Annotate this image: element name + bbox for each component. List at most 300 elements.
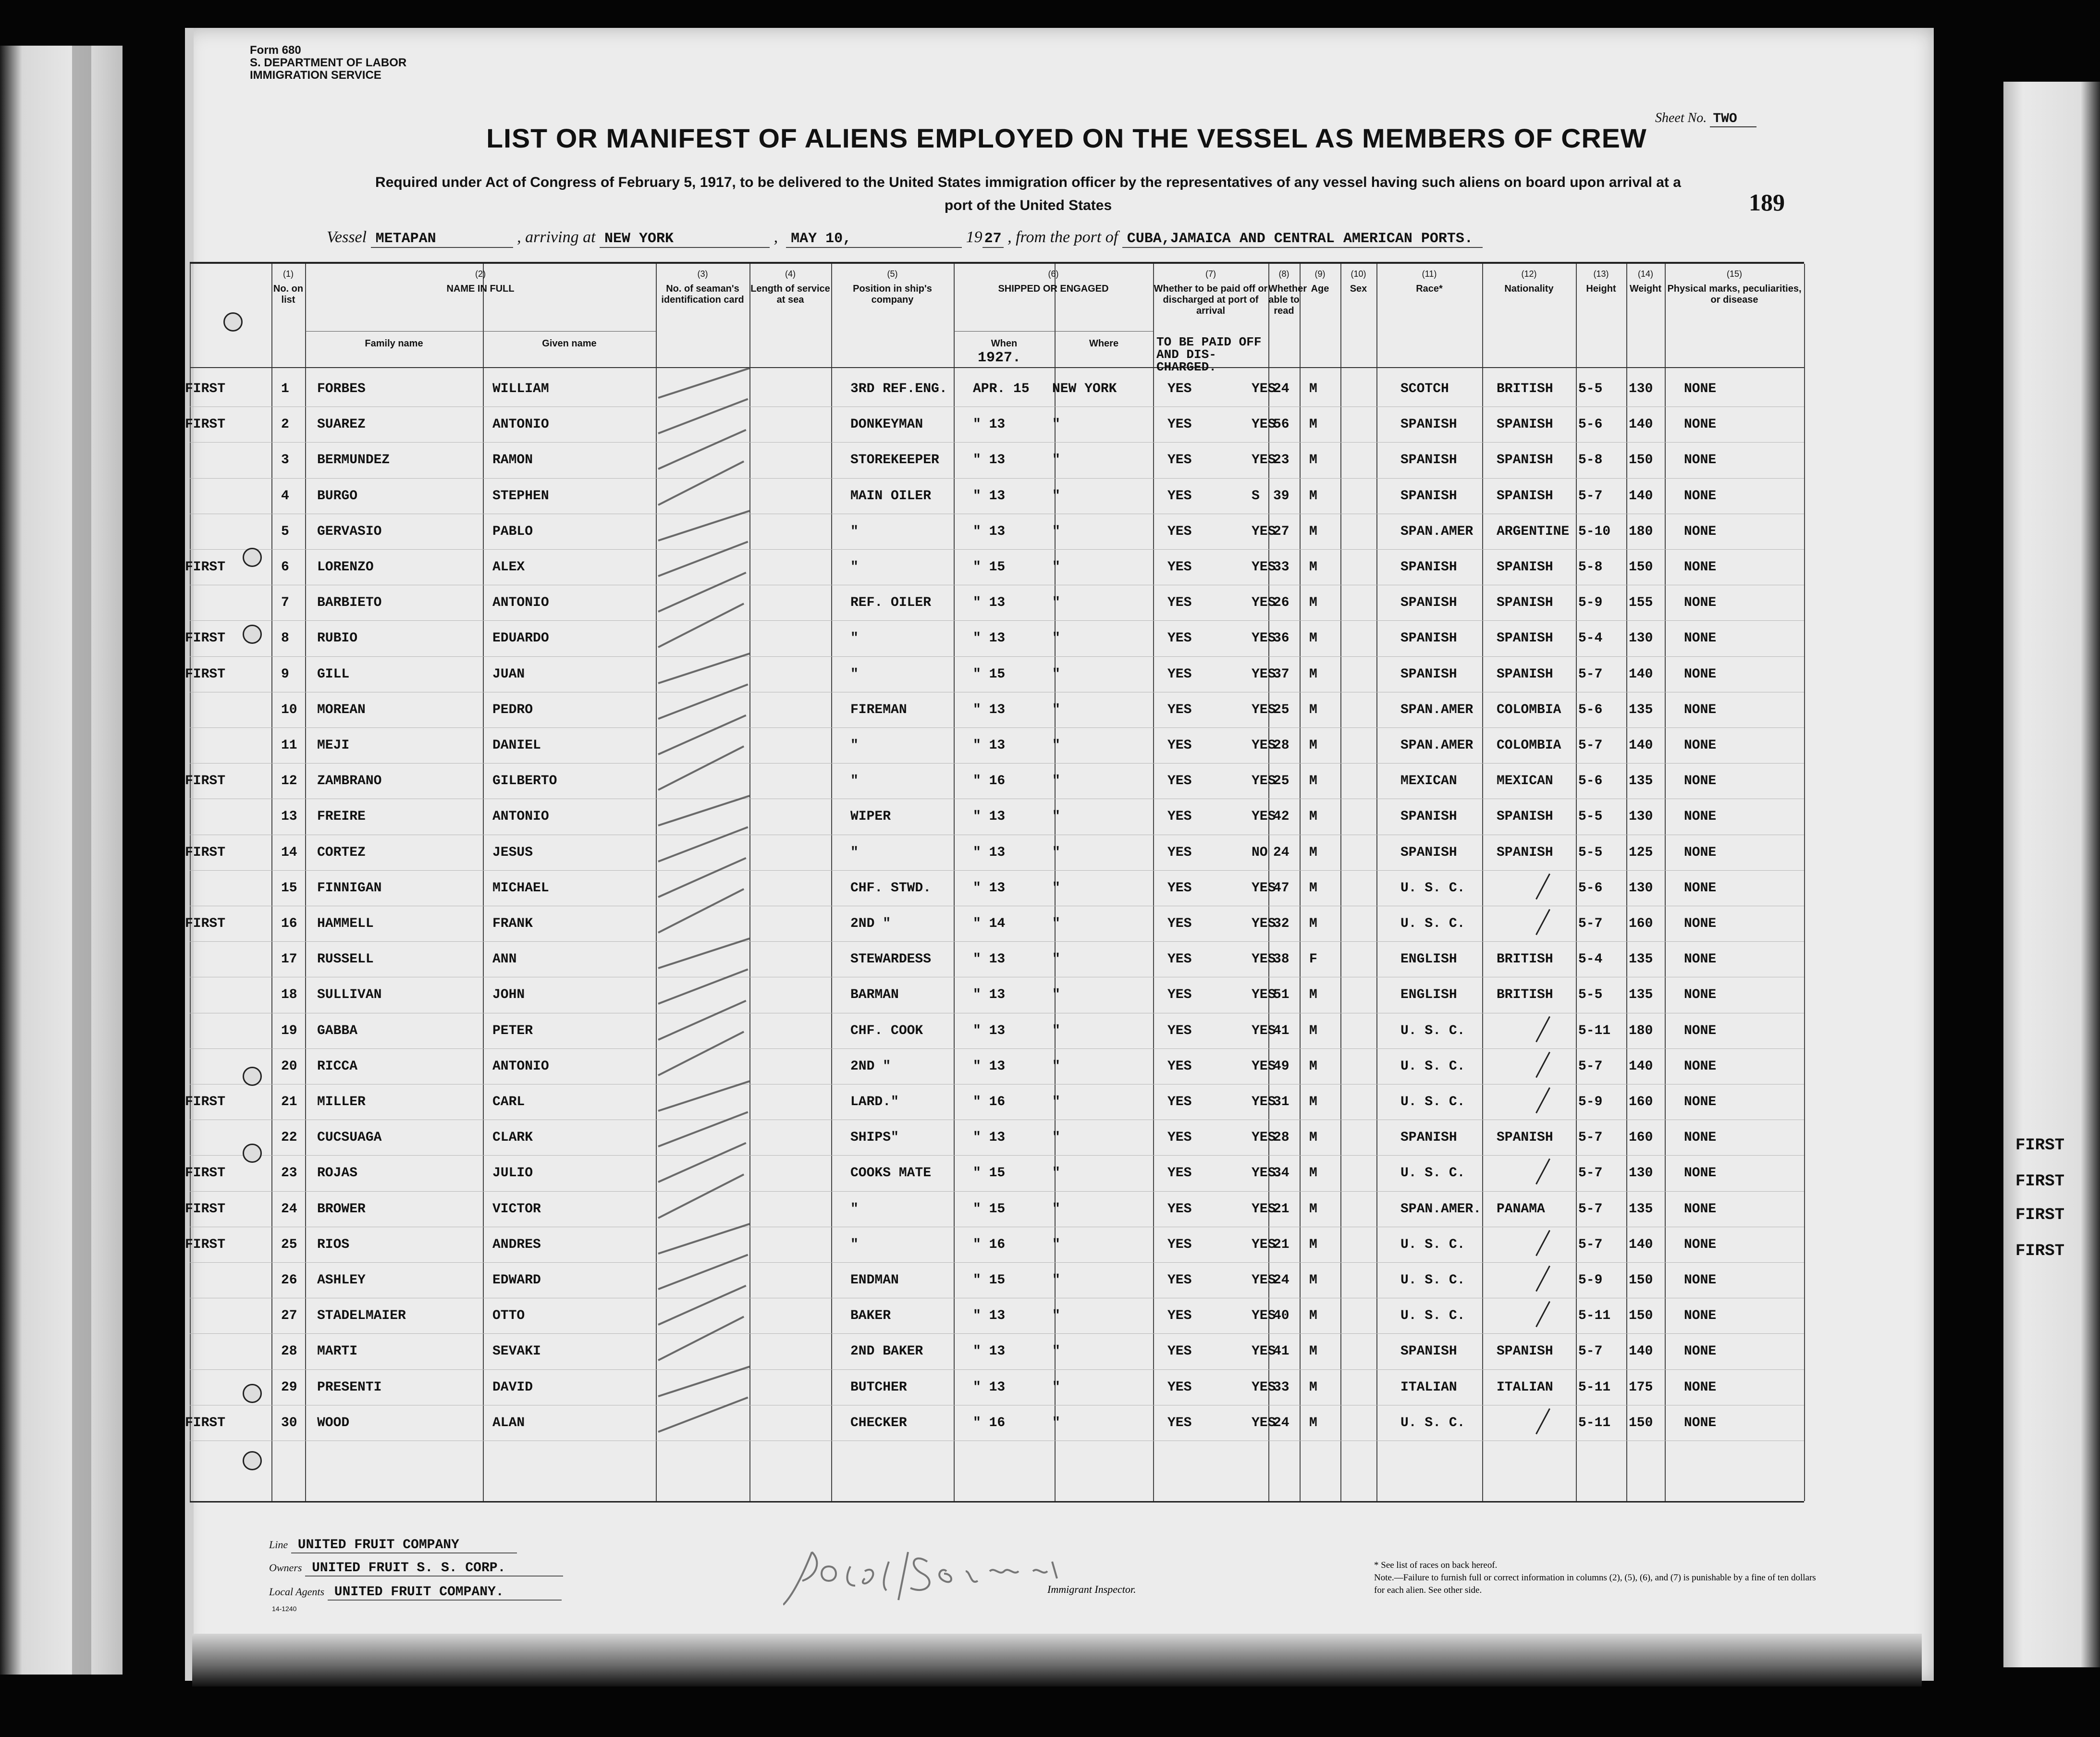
line-value: UNITED FRUIT COMPANY (291, 1538, 517, 1553)
cell-when: " 13 (973, 417, 1006, 432)
cell-mark: FIRST (185, 916, 226, 931)
cell-sex: M (1309, 916, 1317, 931)
cell-given: SEVAKI (492, 1344, 541, 1359)
cell-age: 38 (1273, 952, 1289, 967)
cell-paid: YES (1167, 631, 1192, 646)
cell-sex: M (1309, 417, 1317, 432)
cell-given: ANDRES (492, 1237, 541, 1252)
cell-height: 5-10 (1578, 524, 1611, 539)
subtitle-line-2: port of the United States (944, 197, 1112, 213)
sheet-number-label: Sheet No. (1655, 111, 1707, 125)
cell-marks: NONE (1684, 1380, 1717, 1395)
cell-nat: COLOMBIA (1497, 702, 1561, 717)
cell-marks: NONE (1684, 1059, 1717, 1074)
cell-family: MOREAN (317, 702, 366, 717)
binder-hole (243, 1384, 262, 1403)
table-row (190, 942, 1804, 978)
cell-when: " 13 (973, 845, 1006, 860)
column-header (1626, 269, 1665, 295)
cell-where: " (1052, 666, 1060, 682)
column-label: Whether to be paid off or discharged at port of arrival (1154, 283, 1268, 316)
cell-nat: BRITISH (1497, 987, 1553, 1003)
cell-no: 5 (281, 524, 289, 539)
binder-hole (243, 1067, 262, 1086)
column-header (1153, 269, 1268, 317)
cell-marks: NONE (1684, 631, 1717, 646)
pencil-tick (1535, 1230, 1550, 1256)
cell-weight: 140 (1629, 738, 1653, 753)
column-header (1576, 269, 1626, 295)
cell-nat: SPANISH (1497, 1344, 1553, 1359)
cell-sex: M (1309, 560, 1317, 575)
check-mark (658, 510, 749, 542)
cell-weight: 130 (1629, 631, 1653, 646)
cell-race: SPANISH (1400, 488, 1457, 504)
cell-no: 22 (281, 1130, 297, 1146)
cell-height: 5-7 (1578, 738, 1603, 753)
column-number: (5) (887, 269, 898, 279)
cell-given: STEPHEN (492, 488, 549, 504)
cell-where: " (1052, 1237, 1060, 1252)
cell-when: " 15 (973, 666, 1006, 682)
cell-no: 30 (281, 1415, 297, 1430)
cell-read: NO (1252, 845, 1268, 860)
cell-when: " 13 (973, 453, 1006, 468)
check-mark (658, 795, 749, 827)
table-row (185, 907, 1804, 942)
cell-no: 16 (281, 916, 297, 931)
cell-position: CHF. COOK (850, 1023, 923, 1038)
adjacent-first-mark: FIRST (2015, 1206, 2065, 1224)
cell-given: GILBERTO (492, 774, 557, 789)
cell-height: 5-4 (1578, 631, 1603, 646)
cell-height: 5-11 (1578, 1380, 1611, 1395)
stamped-page-number: 189 (1749, 189, 1785, 216)
column-label: Family name (365, 338, 423, 349)
cell-where: " (1052, 809, 1060, 825)
cell-sex: M (1309, 666, 1317, 682)
subtitle-line-1: Required under Act of Congress of February 5, 1917, to be delivered to the United States immigration officer by the representatives of any vessel having such aliens on board upon arrival at a (375, 174, 1681, 190)
cell-position: " (850, 560, 859, 575)
cell-paid: YES (1167, 1130, 1192, 1146)
cell-height: 5-7 (1578, 916, 1603, 931)
cell-read: YES (1252, 702, 1276, 717)
cell-position: 2ND " (850, 916, 891, 931)
cell-race: SPAN.AMER (1400, 702, 1474, 717)
cell-paid: YES (1167, 774, 1192, 789)
cell-read: YES (1252, 1380, 1276, 1395)
table-row (185, 836, 1804, 871)
cell-race: ENGLISH (1400, 987, 1457, 1003)
column-header (305, 269, 656, 295)
cell-weight: 150 (1629, 453, 1653, 468)
cell-sex: M (1309, 382, 1317, 396)
cell-nat: SPANISH (1497, 666, 1553, 682)
cell-mark: FIRST (185, 631, 226, 646)
cell-when: " 13 (973, 880, 1006, 896)
cell-no: 29 (281, 1380, 297, 1395)
cell-given: ANN (492, 952, 517, 967)
cell-sex: M (1309, 1130, 1317, 1146)
form-number (250, 44, 406, 82)
column-label: Where (1089, 338, 1119, 349)
cell-given: EDWARD (492, 1273, 541, 1288)
cell-position: " (850, 631, 859, 646)
cell-height: 5-7 (1578, 1201, 1603, 1217)
cell-read: YES (1252, 880, 1276, 896)
cell-age: 21 (1273, 1201, 1289, 1217)
column-label: Nationality (1504, 283, 1554, 294)
cell-age: 34 (1273, 1166, 1289, 1181)
table-row (185, 657, 1804, 693)
cell-paid: YES (1167, 1344, 1192, 1359)
cell-weight: 175 (1629, 1380, 1653, 1395)
cell-age: 32 (1273, 916, 1289, 931)
cell-read: S (1252, 488, 1260, 504)
cell-paid: YES (1167, 417, 1192, 432)
cell-height: 5-9 (1578, 1095, 1603, 1109)
row-rule (190, 870, 1804, 871)
cell-where: " (1052, 880, 1060, 896)
row-rule (190, 1048, 1804, 1049)
row-rule (190, 620, 1804, 621)
year-prefix: 19 (966, 228, 982, 246)
cell-family: FINNIGAN (317, 880, 382, 896)
column-label: SHIPPED OR ENGAGED (998, 283, 1109, 294)
cell-race: SPANISH (1400, 631, 1457, 646)
table-row (190, 586, 1804, 621)
cell-mark: FIRST (185, 382, 226, 396)
cell-paid: YES (1167, 595, 1192, 611)
cell-given: JULIO (492, 1166, 533, 1181)
column-header (483, 338, 656, 349)
footnote-penalty: Note.—Failure to furnish full or correct information in columns (2), (5), (6), and (7) is punishable by a fine of ten dollars for each alien. See other side. (1374, 1573, 1816, 1595)
cell-age: 28 (1273, 738, 1289, 753)
cell-family: PRESENTI (317, 1380, 382, 1395)
cell-family: RUBIO (317, 631, 358, 646)
cell-marks: NONE (1684, 1308, 1717, 1324)
column-number: (1) (283, 269, 294, 279)
cell-race: SPANISH (1400, 417, 1457, 432)
check-mark (658, 1080, 749, 1112)
cell-height: 5-6 (1578, 880, 1603, 896)
table-row (185, 1406, 1804, 1441)
cell-paid: YES (1167, 1237, 1192, 1252)
cell-marks: NONE (1684, 1095, 1717, 1109)
cell-age: 28 (1273, 1130, 1289, 1146)
column-number: (12) (1521, 269, 1537, 279)
cell-nat: SPANISH (1497, 631, 1553, 646)
cell-paid: YES (1167, 1059, 1192, 1074)
cell-read: YES (1252, 1059, 1276, 1074)
cell-age: 23 (1273, 453, 1289, 468)
binder-hole (223, 312, 243, 332)
row-rule (190, 1155, 1804, 1156)
cell-given: DAVID (492, 1380, 533, 1395)
cell-family: GILL (317, 666, 350, 682)
table-row (185, 1085, 1804, 1121)
cell-when: " 16 (973, 1237, 1006, 1252)
line-label: Line (269, 1539, 288, 1551)
row-rule (190, 1191, 1804, 1192)
cell-position: 2ND BAKER (850, 1344, 923, 1359)
owners-value: UNITED FRUIT S. S. CORP. (305, 1561, 563, 1577)
cell-age: 26 (1273, 595, 1289, 611)
cell-given: WILLIAM (492, 382, 549, 396)
cell-nat: SPANISH (1497, 845, 1553, 860)
cell-when: " 13 (973, 1023, 1006, 1038)
cell-where: " (1052, 1059, 1060, 1074)
table-row (185, 550, 1804, 586)
row-rule (190, 1333, 1804, 1334)
cell-where: " (1052, 1273, 1060, 1288)
table-row (190, 1121, 1804, 1156)
cell-given: JESUS (492, 845, 533, 860)
cell-no: 25 (281, 1237, 297, 1252)
column-header (954, 338, 1055, 349)
column-label: Length of service at sea (750, 283, 830, 305)
column-number: (15) (1726, 269, 1742, 279)
cell-paid: YES (1167, 524, 1192, 539)
arrival-date: MAY 10, (786, 231, 962, 248)
cell-race: SPAN.AMER (1400, 524, 1474, 539)
column-header (1055, 338, 1153, 349)
cell-position: " (850, 666, 859, 682)
column-number: (8) (1278, 269, 1289, 279)
cell-nat: SPANISH (1497, 560, 1553, 575)
cell-position: " (850, 1237, 859, 1252)
cell-when: " 13 (973, 987, 1006, 1003)
cell-position: WIPER (850, 809, 891, 825)
column-header (656, 269, 749, 306)
cell-family: CORTEZ (317, 845, 366, 860)
footnotes (1374, 1559, 1826, 1597)
cell-sex: M (1309, 524, 1317, 539)
pencil-tick (1535, 1266, 1550, 1292)
cell-nat: SPANISH (1497, 453, 1553, 468)
cell-race: U. S. C. (1400, 1237, 1465, 1252)
cell-where: " (1052, 1344, 1060, 1359)
cell-paid: YES (1167, 1201, 1192, 1217)
cell-age: 40 (1273, 1308, 1289, 1324)
cell-weight: 135 (1629, 702, 1653, 717)
cell-marks: NONE (1684, 774, 1717, 789)
cell-position: " (850, 845, 859, 860)
cell-race: SPANISH (1400, 666, 1457, 682)
cell-marks: NONE (1684, 1023, 1717, 1038)
cell-given: ALEX (492, 560, 525, 575)
table-row (190, 515, 1804, 550)
cell-race: SPAN.AMER (1400, 738, 1474, 753)
cell-read: YES (1252, 666, 1276, 682)
shipped-year: 1927. (978, 350, 1021, 366)
cell-position: " (850, 774, 859, 789)
cell-read: YES (1252, 1095, 1276, 1109)
cell-no: 20 (281, 1059, 297, 1074)
pencil-tick (1535, 874, 1550, 899)
cell-age: 24 (1273, 845, 1289, 860)
table-row (190, 479, 1804, 515)
check-mark (658, 1366, 749, 1397)
cell-family: MILLER (317, 1095, 366, 1109)
cell-family: HAMMELL (317, 916, 374, 931)
cell-when: " 13 (973, 738, 1006, 753)
cell-where: " (1052, 1380, 1060, 1395)
cell-marks: NONE (1684, 880, 1717, 896)
subheader-rule (954, 331, 1153, 332)
cell-nat: PANAMA (1497, 1201, 1545, 1217)
cell-no: 19 (281, 1023, 297, 1038)
table-row (185, 407, 1804, 443)
column-label: NAME IN FULL (446, 283, 515, 294)
column-label: When (991, 338, 1018, 349)
cell-given: ALAN (492, 1415, 525, 1430)
cell-race: SPANISH (1400, 845, 1457, 860)
cell-given: EDUARDO (492, 631, 549, 646)
footer-agents (269, 1585, 562, 1601)
cell-height: 5-7 (1578, 488, 1603, 504)
pencil-tick (1535, 1158, 1550, 1184)
adjacent-page-right (2003, 82, 2100, 1667)
cell-read: YES (1252, 631, 1276, 646)
check-mark (658, 367, 749, 399)
cell-nat: SPANISH (1497, 595, 1553, 611)
cell-marks: NONE (1684, 738, 1717, 753)
cell-family: BERMUNDEZ (317, 453, 390, 468)
cell-race: U. S. C. (1400, 1415, 1465, 1430)
cell-race: SPANISH (1400, 560, 1457, 575)
cell-sex: M (1309, 880, 1317, 896)
cell-sex: M (1309, 1415, 1317, 1430)
cell-position: REF. OILER (850, 595, 932, 611)
cell-marks: NONE (1684, 417, 1717, 432)
cell-position: SHIPS" (850, 1130, 899, 1146)
cell-marks: NONE (1684, 488, 1717, 504)
cell-marks: NONE (1684, 702, 1717, 717)
cell-paid: YES (1167, 702, 1192, 717)
cell-sex: M (1309, 631, 1317, 646)
form-line: Form 680 (250, 44, 301, 57)
cell-given: JUAN (492, 666, 525, 682)
table-row (190, 1334, 1804, 1370)
column-number: (2) (475, 269, 486, 279)
cell-age: 33 (1273, 560, 1289, 575)
cell-height: 5-6 (1578, 417, 1603, 432)
cell-no: 9 (281, 666, 289, 682)
cell-weight: 130 (1629, 880, 1653, 896)
pencil-tick (1535, 1052, 1550, 1078)
table-row (190, 800, 1804, 835)
cell-marks: NONE (1684, 845, 1717, 860)
binder-hole (243, 625, 262, 644)
column-header (1482, 269, 1576, 295)
cell-family: ASHLEY (317, 1273, 366, 1288)
cell-nat: SPANISH (1497, 488, 1553, 504)
cell-read: YES (1252, 1273, 1276, 1288)
cell-race: ITALIAN (1400, 1380, 1457, 1395)
cell-when: " 13 (973, 524, 1006, 539)
cell-weight: 180 (1629, 524, 1653, 539)
cell-weight: 155 (1629, 595, 1653, 611)
adjacent-page-left (0, 46, 123, 1675)
page-title: LIST OR MANIFEST OF ALIENS EMPLOYED ON THE VESSEL AS MEMBERS OF CREW (486, 123, 1647, 153)
cell-nat: BRITISH (1497, 952, 1553, 967)
cell-no: 24 (281, 1201, 297, 1217)
cell-marks: NONE (1684, 1273, 1717, 1288)
cell-paid: YES (1167, 1415, 1192, 1430)
cell-where: " (1052, 774, 1060, 789)
cell-weight: 140 (1629, 1344, 1653, 1359)
cell-given: RAMON (492, 453, 533, 468)
cell-mark: FIRST (185, 560, 226, 575)
row-rule (190, 549, 1804, 550)
cell-race: U. S. C. (1400, 1059, 1465, 1074)
cell-height: 5-4 (1578, 952, 1603, 967)
cell-when: " 13 (973, 595, 1006, 611)
cell-given: ANTONIO (492, 1059, 549, 1074)
cell-race: U. S. C. (1400, 1023, 1465, 1038)
cell-marks: NONE (1684, 666, 1717, 682)
cell-position: " (850, 524, 859, 539)
column-label: Race* (1416, 283, 1443, 294)
column-header (305, 338, 483, 349)
cell-weight: 140 (1629, 1237, 1653, 1252)
cell-height: 5-8 (1578, 453, 1603, 468)
cell-family: ZAMBRANO (317, 774, 382, 789)
cell-sex: M (1309, 488, 1317, 504)
cell-where: " (1052, 595, 1060, 611)
cell-nat: ARGENTINE (1497, 524, 1570, 539)
cell-marks: NONE (1684, 1201, 1717, 1217)
table-row (185, 1192, 1804, 1228)
cell-family: BROWER (317, 1201, 366, 1217)
cell-weight: 135 (1629, 1201, 1653, 1217)
cell-given: FRANK (492, 916, 533, 931)
cell-no: 11 (281, 738, 297, 753)
cell-age: 42 (1273, 809, 1289, 825)
cell-when: " 13 (973, 809, 1006, 825)
table-row (190, 871, 1804, 907)
cell-given: ANTONIO (492, 595, 549, 611)
cell-paid: YES (1167, 1273, 1192, 1288)
cell-family: GERVASIO (317, 524, 382, 539)
cell-height: 5-7 (1578, 1166, 1603, 1181)
arrival-port: NEW YORK (600, 231, 770, 248)
cell-race: U. S. C. (1400, 916, 1465, 931)
cell-read: YES (1252, 524, 1276, 539)
cell-nat: SPANISH (1497, 809, 1553, 825)
cell-weight: 135 (1629, 987, 1653, 1003)
cell-no: 26 (281, 1273, 297, 1288)
cell-position: ENDMAN (850, 1273, 899, 1288)
cell-sex: M (1309, 809, 1317, 825)
cell-given: CLARK (492, 1130, 533, 1146)
cell-read: YES (1252, 453, 1276, 468)
cell-where: " (1052, 417, 1060, 432)
cell-height: 5-6 (1578, 702, 1603, 717)
cell-weight: 125 (1629, 845, 1653, 860)
pencil-tick (1535, 909, 1550, 935)
column-header (749, 269, 831, 306)
cell-where: " (1052, 1166, 1060, 1181)
cell-paid: YES (1167, 845, 1192, 860)
column-number: (3) (697, 269, 708, 279)
row-rule (190, 763, 1804, 764)
cell-no: 3 (281, 453, 289, 468)
cell-height: 5-7 (1578, 1059, 1603, 1074)
cell-age: 24 (1273, 382, 1289, 396)
column-number: (4) (785, 269, 796, 279)
